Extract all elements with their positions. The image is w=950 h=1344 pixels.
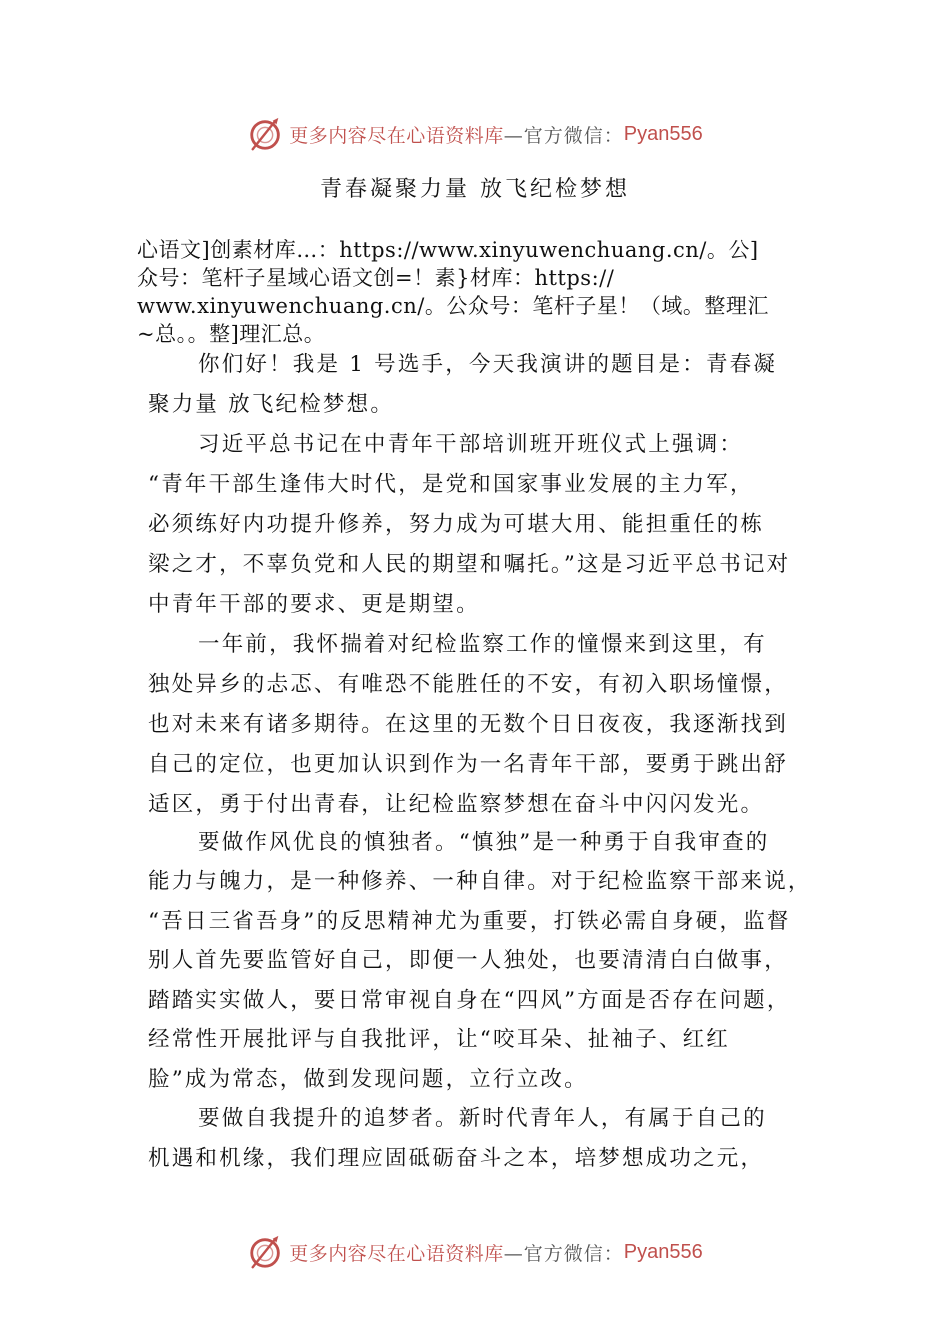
body-line: 脸”成为常态，做到发现问题，立行立改。 xyxy=(148,1067,588,1092)
watermark-line-2: 众号：笔杆子星域心语文创=！素}材库：https:// xyxy=(137,266,615,290)
body-line: 要做作风优良的慎独者。“慎独”是一种勇于自我审查的 xyxy=(198,830,770,855)
banner-official-label: —官方微信： xyxy=(503,1242,624,1265)
body-line: 必须练好内功提升修养，努力成为可堪大用、能担重任的栋 xyxy=(148,512,765,537)
header-banner-content xyxy=(247,115,703,153)
header-banner xyxy=(0,114,950,154)
banner-text: 更多内容尽在心语资料库 xyxy=(289,124,504,147)
body-line: 机遇和机缘，我们理应固砥砺奋斗之本，培梦想成功之元， xyxy=(148,1146,765,1171)
watermark-line-4: ~总。。整]理汇总。 xyxy=(137,322,326,346)
document-title: 青春凝聚力量 放飞纪检梦想 xyxy=(320,177,630,202)
watermark-line-3: www.xinyuwenchuang.cn/。公众号：笔杆子星！（域。整理汇 xyxy=(137,294,769,318)
body-line: 自己的定位，也更加认识到作为一名青年干部，要勇于跳出舒 xyxy=(148,752,788,777)
body-line: 独处异乡的忐忑、有唯恐不能胜任的不安，有初入职场憧憬， xyxy=(148,672,788,697)
body-line: 习近平总书记在中青年干部培训班开班仪式上强调： xyxy=(198,432,744,457)
wechat-id: Pyan556 xyxy=(623,122,703,145)
banner-text: 更多内容尽在心语资料库 xyxy=(289,1242,504,1265)
body-line: “青年干部生逢伟大时代，是党和国家事业发展的主力军， xyxy=(148,472,754,497)
logo-icon xyxy=(247,1233,285,1271)
body-line: 踏踏实实做人，要日常审视自身在“四风”方面是否存在问题， xyxy=(148,988,791,1013)
body-line: “吾日三省吾身”的反思精神尤为重要，打铁必需自身硬，监督 xyxy=(148,909,791,934)
watermark-line-1: 心语文]创素材库…：https://www.xinyuwenchuang.cn/。公] xyxy=(137,238,759,262)
footer-banner xyxy=(0,1232,950,1272)
body-line: 你们好！我是 1 号选手，今天我演讲的题目是：青春凝 xyxy=(198,352,778,377)
wechat-id: Pyan556 xyxy=(623,1240,703,1263)
body-line: 经常性开展批评与自我批评，让“咬耳朵、扯袖子、红红 xyxy=(148,1027,730,1052)
banner-official-label: —官方微信： xyxy=(503,124,624,147)
body-line: 也对未来有诸多期待。在这里的无数个日日夜夜，我逐渐找到 xyxy=(148,712,788,737)
body-line: 能力与魄力，是一种修养、一种自律。对于纪检监察干部来说， xyxy=(148,869,812,894)
footer-banner-content xyxy=(247,1233,703,1271)
logo-icon xyxy=(247,115,285,153)
body-line: 别人首先要监管好自己，即便一人独处，也要清清白白做事， xyxy=(148,948,788,973)
body-line: 适区，勇于付出青春，让纪检监察梦想在奋斗中闪闪发光。 xyxy=(148,792,765,817)
body-line: 一年前，我怀揣着对纪检监察工作的憧憬来到这里，有 xyxy=(198,632,767,657)
body-line: 聚力量 放飞纪检梦想。 xyxy=(148,392,395,417)
body-line: 中青年干部的要求、更是期望。 xyxy=(148,592,480,617)
body-line: 要做自我提升的追梦者。新时代青年人，有属于自己的 xyxy=(198,1106,767,1131)
body-line: 梁之才，不辜负党和人民的期望和嘱托。”这是习近平总书记对 xyxy=(148,552,791,577)
